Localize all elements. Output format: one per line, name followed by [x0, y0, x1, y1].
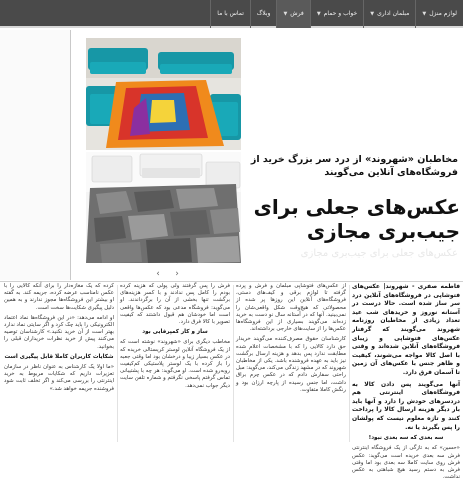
nav-item[interactable] — [415, 0, 463, 28]
column-rule — [70, 30, 71, 280]
article-paragraph: «ما اولا یک کارشناس به عنوان ناظر در سازمان تعزیرات داریم که شکایات مربوط به خرید اینترنتی را بررسی می‌کند و اگر تخلف ثابت شود فروشنده جریمه خواهد شد.» — [4, 364, 114, 392]
chevron-down-icon: ▼ — [422, 11, 427, 17]
article-paragraph: او ادامه می‌دهد: «در این فروشگاه‌ها نماد اعتماد الکترونیکی را باید چک کرد و اگر سایتی نماد ندارد بهتر است از آن خرید نکنید.» کارشناسان توصیه می‌کنند پیش از خرید نظرات خریداران قبلی را بخوانید. — [4, 314, 114, 350]
article-column-3 — [120, 283, 230, 444]
nav-item[interactable] — [250, 0, 277, 28]
nav-item-label: وبلاگ — [256, 10, 271, 17]
section-divider — [0, 281, 463, 282]
column-subheading: شکایات کاربران کاملا قابل پیگیری است — [4, 353, 114, 360]
column-separator — [349, 285, 350, 442]
article-column-2 — [236, 283, 346, 444]
gallery-prev-arrow-icon[interactable]: ‹ — [156, 269, 160, 279]
nav-item-label: مبلمان اداری — [377, 10, 410, 17]
article-paragraph: از عکس‌های فتوشاپی مبلمان و فرش و پرده گرفته تا لوازم برقی و کیف‌های دستی، فروشگاه‌های آنلاین این روزها پر شده از محصولاتی که هیچ‌وقت شکل واقعی‌شان را نمی‌بینید. آنها که در آستانه سال نو دست به خرید زده‌اند می‌گویند بسیاری از این فروشگاه‌ها عکس‌ها را از سایت‌های خارجی برداشته‌اند. — [236, 283, 346, 333]
nav-item-label: خواب و حمام — [323, 10, 358, 17]
chevron-down-icon: ▼ — [316, 11, 321, 17]
nav-item[interactable] — [363, 0, 415, 28]
chevron-down-icon: ▼ — [283, 11, 288, 17]
column-separator — [233, 285, 234, 442]
article-column-4 — [4, 283, 114, 444]
nav-item-label: تماس با ما — [217, 10, 244, 17]
article-paragraph: کارشناسان حقوق مصرف‌کننده می‌گویند خریدار حق دارد کالایی را که با مشخصات اعلام شده مطابقت ندارد پس بدهد و هزینه ارسال برگشت نیز باید به عهده فروشنده باشد. یکی از مخاطبان شهروند که در مشهد زندگی می‌کند، می‌گوید: مبل راحتی سفارش دادم که در عکس چرم براق داشت، اما جنس رسیده از پارچه ارزان بود و رنگش کاملا متفاوت. — [236, 336, 346, 393]
furniture-rug-illustration — [86, 38, 241, 263]
article-paragraph: فاطمه صفری - شهروند| عکس‌های فتوشاپی در فروشگاه‌های آنلاین درد سر ساز شده است. حالا درست در آستانه نوروز و خریدهای شب عید تعداد زیادی از مخاطبان روزنامه شهروند می‌گویند که گرفتار عکس‌های فتوشاپی و زیبای فروشگاه‌های آنلاین شده‌اند و وقتی با اصل کالا مواجه می‌شوند، کیفیت و ظاهر جنس با عکس‌های آن زمین تا آسمان فرق دارد. — [352, 283, 460, 376]
article-paragraph: فرش را پس گرفتند ولی پولی که هزینه کرده بودم را کامل پس ندادند و با کسر هزینه‌های برگشت تنها بخشی از آن را برگرداندند. او می‌گوید: فروشگاه مدعی بود که عکس‌ها واقعی است اما خودشان هم قبول داشتند که کیفیت تصویر با کالا فرق دارد. — [120, 283, 230, 326]
article-column-1 — [352, 283, 460, 481]
article-paragraph: مخاطب دیگری برای «شهروند» نوشته است که از یک فروشگاه آنلاین لوستر کریستالی خریده که در عکس بسیار زیبا و درخشان بود اما وقتی جعبه را باز کرده با یک لوستر پلاستیکی کم‌کیفیت روبه‌رو شده است. او می‌گوید: هر چه با پشتیبانی تماس گرفتم پاسخی نگرفتم و شماره تلفن سایت دیگر جواب نمی‌دهد. — [120, 339, 230, 389]
article-subheadline: مخاطبان «شهروند» از درد سر بزرگ خرید از فروشگاه‌های آنلاین می‌گویند — [250, 154, 458, 178]
chevron-down-icon: ▼ — [370, 11, 375, 17]
gallery-next-arrow-icon[interactable]: › — [175, 269, 179, 279]
column-subheading: سه بعدی که سه بعدی نبود! — [368, 435, 444, 442]
nav-item[interactable] — [276, 0, 309, 28]
column-separator — [117, 285, 118, 442]
article-paragraph: آنها می‌گویند پس دادن کالا به فروشگاه‌های اینترنتی هم دردسرهای خودش را دارد و آنها باید بار دیگر هزینه ارسال کالا را پرداخت کنند و تازه معلوم نیست که پولشان را پس بگیرند یا نه. — [352, 380, 460, 431]
article-paragraph: «حسین» که به تازگی از یک فروشگاه اینترنتی فرش سه بعدی خریده است می‌گوید: عکس فرش روی سایت کاملا سه بعدی بود اما وقتی فرش به دستم رسید هیچ شباهتی به عکس نداشت. — [352, 445, 460, 481]
column-subheading: ساز و کار کمپرفایی بود — [142, 329, 208, 336]
article-paragraph: کرده که یک مغازه‌دار را برای آنکه کالایی را با عکس نامناسب عرضه کرده، جریمه کند. به گفته او بیشتر این فروشگاه‌ها مجوز ندارند و به همین دلیل پیگیری شکایت‌ها سخت است. — [4, 283, 114, 311]
article-headline: عکس‌های جعلی برای جیب‌بری مجازی — [253, 195, 460, 243]
nav-item[interactable] — [310, 0, 363, 28]
main-nav — [0, 0, 463, 28]
nav-item-label: فرش — [290, 10, 304, 17]
nav-item-label: لوازم منزل — [429, 10, 457, 17]
left-margin-area — [0, 30, 70, 280]
headline-shadow: عکس‌های جعلی برای جیب‌بری مجازی — [300, 248, 458, 259]
article-photo — [86, 38, 241, 263]
nav-item[interactable] — [210, 0, 250, 28]
